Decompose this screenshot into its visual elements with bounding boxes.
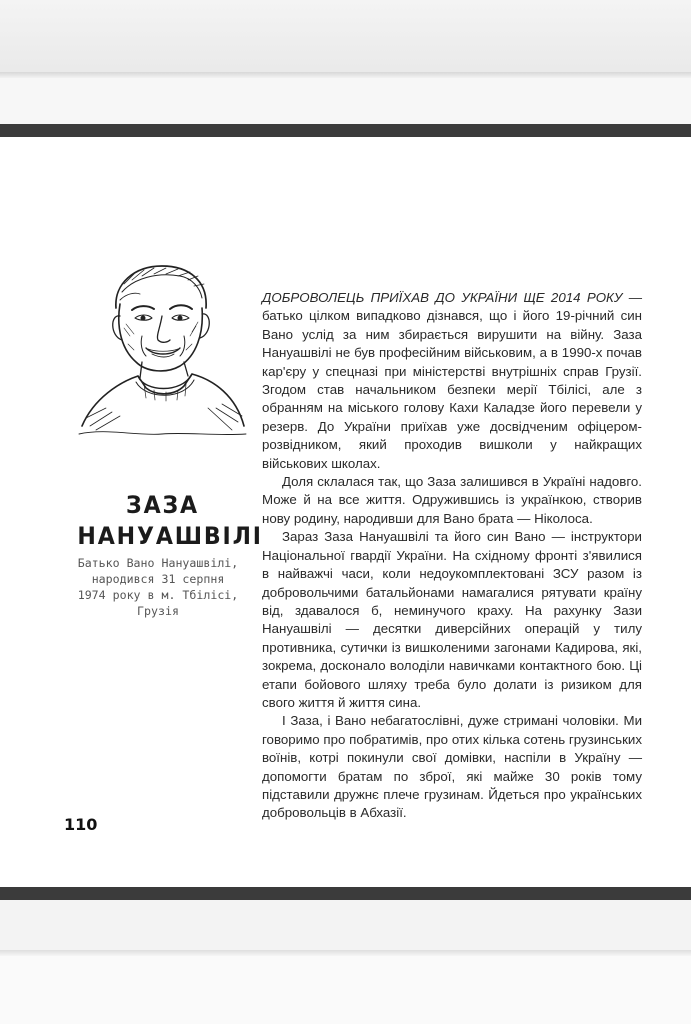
person-name-line1: ЗАЗА [126,491,199,519]
page-number: 110 [64,815,98,834]
caption-line: Грузія [137,604,179,618]
caption-line: народився 31 серпня [91,572,225,586]
caption-line: 1974 року в м. Тбілісі, [77,588,239,602]
article-paragraph-2: Доля склалася так, що Заза залишився в Україні надовго. Може й на все життя. Одружившись із українкою, створив нову родину, народивши для Вано брата — Ніколоса. [262,474,642,526]
page-gap [0,78,691,124]
article-body [262,289,642,823]
article-lead: ДОБРОВОЛЕЦЬ ПРИЇХАВ ДО УКРАЇНИ ЩЕ 2014 РОКУ [262,290,623,305]
previous-page-edge [0,0,691,76]
caption-line: Батько Вано Нануашвілі, [77,556,239,570]
person-name-line2: НАНУАШВІЛІ [77,522,263,550]
article-paragraph-1 [262,289,642,473]
article-paragraph-4: І Заза, і Вано небагатослівні, дуже стримані чоловіки. Ми говоримо про побратимів, про отих кілька сотень грузинських воїнів, котрі покинули свої домівки, наспіли в Україну — допомогти братам по зброї, які майже 30 років тому підставили дружнє плече грузинам. Йдеться про українських добровольців в Абхазії. [262,713,642,821]
next-page-edge [0,956,691,1024]
person-caption [52,555,264,619]
article-paragraph-1-text: — батько цілком випадково дізнався, що і його 19-річний син Вано услід за ним збирається вирушити на війну. Заза Нануашвілі не був професійним військовим, а в 1990-х почав кар'єру у спецназі при міністерстві внутрішніх справ Грузії. Згодом став начальником безпеки мерії Тбілісі, але з обранням на міського голову Кахи Каладзе його перевели у резерв. До України приїхав уже досвідченим офіцером-розвідником, який проходив вишколи у найкращих військових школах. [262,290,643,471]
bottom-border-bar [0,887,691,900]
person-name [77,490,263,552]
article-paragraph-3: Зараз Заза Нануашвілі та його син Вано — інструктори Національної гвардії України. На східному фронті з'явилися в найважчі часи, коли недоукомплектовані ЗСУ разом із добровольчими батальйонами намагалися рятувати країну від, здавалося б, неминучого краху. На рахунку Зази Нануашвілі — десятки диверсійних операцій у тилу противника, сутички із вишколеними загонами Кадирова, які, зокрема, досконало володіли навичками контактного бою. Ці етапи бойового шляху треба було долати із ризиком для свого життя й життя сина. [262,529,642,710]
page-gap-bottom [0,900,691,954]
portrait-sketch [76,258,248,448]
top-border-bar [0,124,691,137]
